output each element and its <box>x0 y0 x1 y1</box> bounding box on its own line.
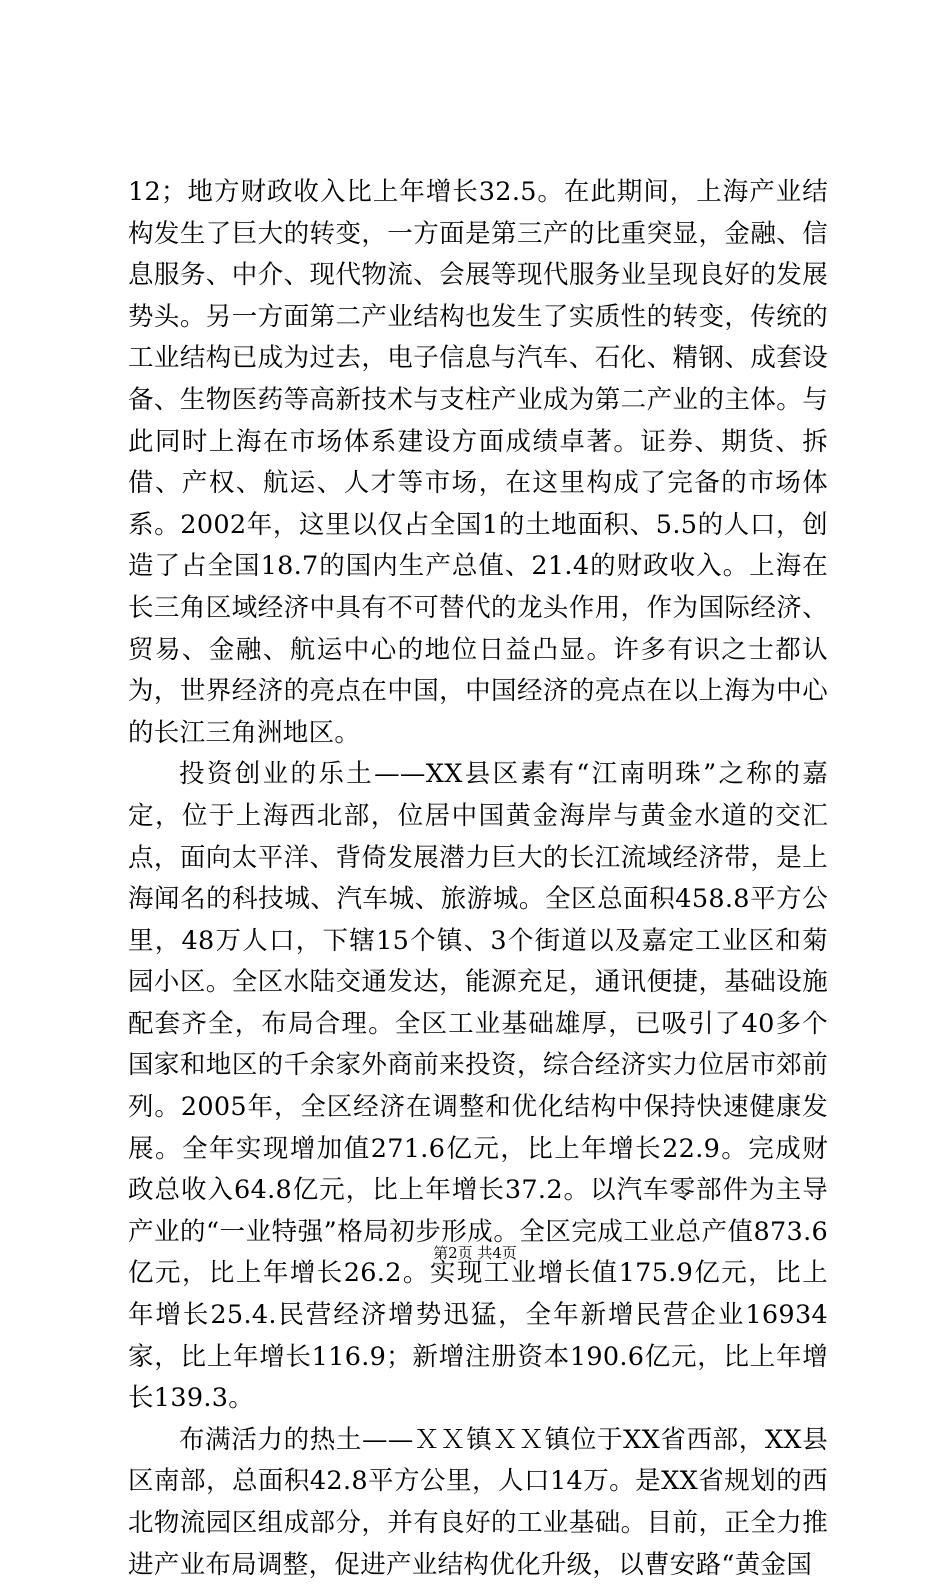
paragraph-jiading: 投资创业的乐土——XX县区素有“江南明珠”之称的嘉定，位于上海西北部，位居中国黄金海岸与黄金水道的交汇点，面向太平洋、背倚发展潜力巨大的长江流域经济带，是上海闻名的科技城、汽车城、旅游城。全区总面积458.8平方公里，48万人口，下辖15个镇、3个街道以及嘉定工业区和菊园小区。全区水陆交通发达，能源充足，通讯便捷，基础设施配套齐全，布局合理。全区工业基础雄厚，已吸引了40多个国家和地区的千余家外商前来投资，综合经济实力位居市郊前列。2005年，全区经济在调整和优化结构中保持快速健康发展。全年实现增加值271.6亿元，比上年增长22.9。完成财政总收入64.8亿元，比上年增长37.2。以汽车零部件为主导产业的“一业特强”格局初步形成。全区完成工业总产值873.6亿元，比上年增长26.2。实现工业增长值175.9亿元，比上年增长25.4.民营经济增势迅猛，全年新增民营企业16934家，比上年增长116.9；新增注册资本190.6亿元，比上年增长139.3。 <box>128 759 828 1414</box>
paragraph-town: 布满活力的热土——ＸＸ镇ＸＸ镇位于XX省西部，XX县区南部，总面积42.8平方公里，人口14万。是XX省规划的西北物流园区组成部分，并有良好的工业基础。目前，正全力推进产业布局调整，促进产业结构优化升级，以曹安路“黄金国 <box>128 1424 828 1580</box>
document-body <box>128 172 828 1586</box>
page-footer: 第2页 共4页 <box>433 1244 517 1262</box>
paragraph-continuation: 12；地方财政收入比上年增长32.5。在此期间，上海产业结构发生了巨大的转变，一方面是第三产的比重突显，金融、信息服务、中介、现代物流、会展等现代服务业呈现良好的发展势头。另一方面第二产业结构也发生了实质性的转变，传统的工业结构已成为过去，电子信息与汽车、石化、精钢、成套设备、生物医药等高新技术与支柱产业成为第二产业的主体。与此同时上海在市场体系建设方面成绩卓著。证券、期货、拆借、产权、航运、人才等市场，在这里构成了完备的市场体系。2002年，这里以仅占全国1的土地面积、5.5的人口，创造了占全国18.7的国内生产总值、21.4的财政收入。上海在长三角区域经济中具有不可替代的龙头作用，作为国际经济、贸易、金融、航运中心的地位日益凸显。许多有识之士都认为，世界经济的亮点在中国，中国经济的亮点在以上海为中心的长江三角洲地区。 <box>128 177 828 748</box>
